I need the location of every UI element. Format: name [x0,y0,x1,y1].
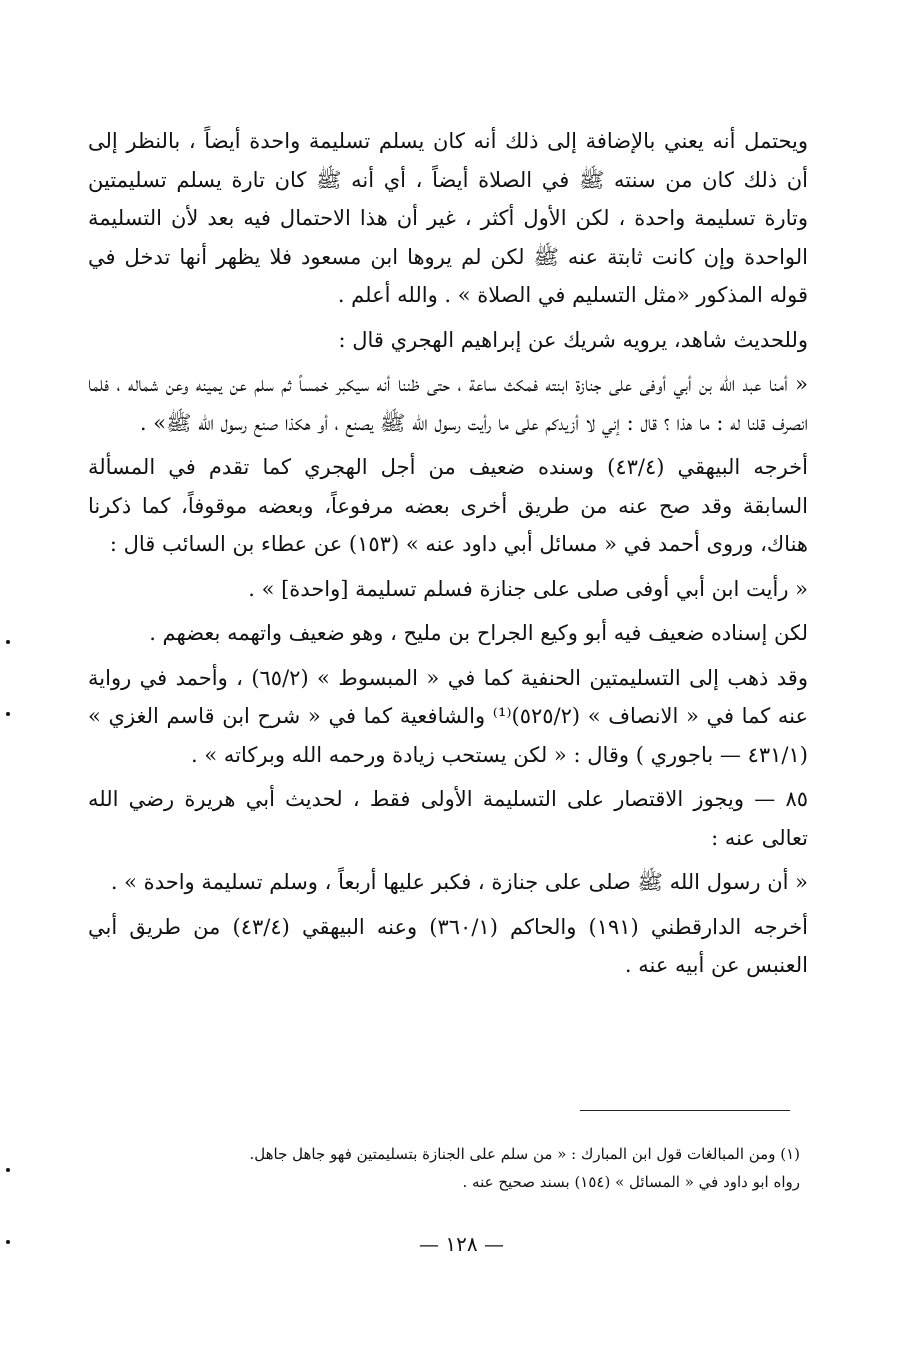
footnote-separator [580,1110,790,1111]
paragraph-tasleem-interpretation: ويحتمل أنه يعني بالإضافة إلى ذلك أنه كان يسلم تسليمة واحدة أيضاً ، بالنظر إلى أن ذلك كان من سنته ﷺ في الصلاة أيضاً ، أي أنه ﷺ كان تارة يسلم تسليمتين وتارة تسليمة واحدة ، لكن الأول أكثر ، غير أن هذا الاحتمال فيه بعد لأن التسليمة الواحدة وإن كانت ثابتة عنه ﷺ لكن لم يروها ابن مسعود فلا يظهر أنها تدخل في قوله المذكور «مثل التسليم في الصلاة » . والله أعلم . [88,129,808,307]
scan-mark [6,712,10,716]
quote-ata-narration: « رأيت ابن أبي أوفى صلى على جنازة فسلم تسليمة [واحدة] » . [248,576,808,601]
paragraph-issue-85: ٨٥ — ويجوز الاقتصار على التسليمة الأولى فقط ، لحديث أبي هريرة رضي الله تعالى عنه : [88,787,808,850]
main-text [88,122,808,985]
paragraph-weak-isnad: لكن إسناده ضعيف فيه أبو وكيع الجراح بن مليح ، وهو ضعيف واتهمه بعضهم . [149,621,808,645]
scan-mark [6,640,10,644]
paragraph-witness-intro: وللحديث شاهد، يرويه شريك عن إبراهيم الهجري قال : [338,327,808,352]
footnote-1-continued: رواه ابو داود في « المسائل » (١٥٤) بسند صحيح عنه . [462,1173,800,1191]
page-number: — ١٢٨ — [419,1232,504,1256]
paragraph-bayhaqi-source: أخرجه البيهقي (٤٣/٤) وسنده ضعيف من أجل الهجري كما تقدم في المسألة السابقة وقد صح عنه من طريق أخرى بعضه مرفوعاً، وبعضه موقوفاً، كما ذكرنا هناك، وروى أحمد في « مسائل أبي داود عنه » (١٥٣) عن عطاء بن السائب قال : [88,455,808,556]
footnote-1: (١) ومن المبالغات قول ابن المبارك : « من سلم على الجنازة بتسليمتين فهو جاهل جاهل. [249,1145,800,1163]
scan-mark [6,1240,10,1244]
footnotes [210,1140,800,1196]
paragraph-madhhab-opinions: وقد ذهب إلى التسليمتين الحنفية كما في « المبسوط » (٦٥/٢) ، وأحمد في رواية عنه كما في « الانصاف » (٥٢٥/٢)⁽¹⁾ والشافعية كما في « شرح ابن قاسم الغزي » (٤٣١/١ — باجوري ) وقال : « لكن يستحب زيادة ورحمه الله وبركاته » . [88,665,808,767]
quote-ibn-abi-awfa: « أمنا عبد الله بن أبي أوفى على جنازة ابنته فمكث ساعة ، حتى ظننا أنه سيكبر خمساً ثم سلم عن يمينه وعن شماله ، فلما انصرف قلنا له : ما هذا ؟ قال : إني لا أزيدكم على ما رأيت رسول الله ﷺ يصنع ، أو هكذا صنع رسول الله ﷺ» . [88,372,808,435]
quote-abu-hurayra: « أن رسول الله ﷺ صلى على جنازة ، فكبر عليها أربعاً ، وسلم تسليمة واحدة » . [110,870,808,894]
scan-mark [6,1168,10,1172]
paragraph-daraqutni-source: أخرجه الدارقطني (١٩١) والحاكم (٣٦٠/١) وعنه البيهقي (٤٣/٤) من طريق أبي العنبس عن أبيه عنه . [88,914,809,977]
